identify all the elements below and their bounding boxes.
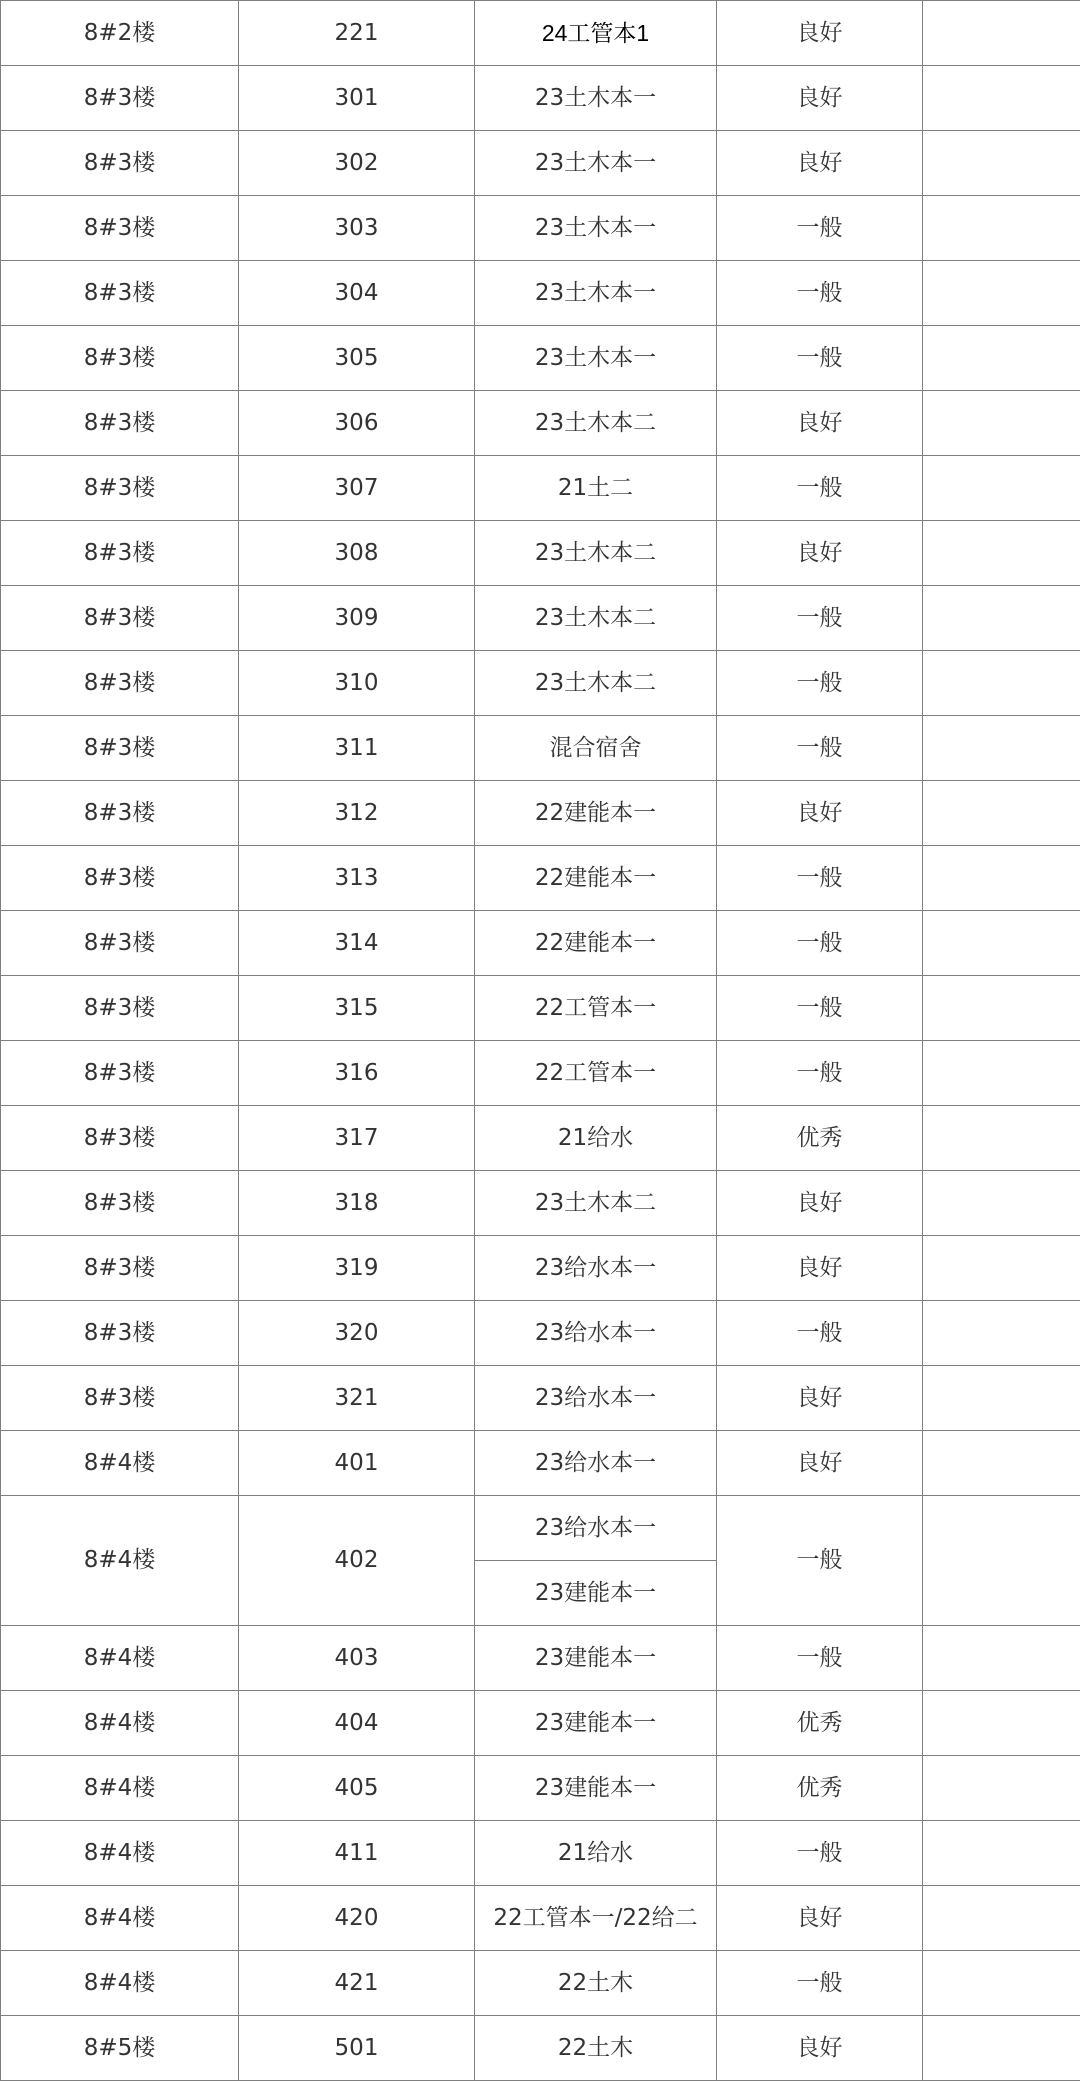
building-cell: 8#4楼 — [1, 1496, 239, 1626]
room-cell: 304 — [239, 261, 475, 326]
class-cell: 23给水本一 — [475, 1366, 717, 1431]
rating-cell: 良好 — [717, 521, 923, 586]
table-row — [1, 1041, 1080, 1106]
rating-cell: 一般 — [717, 911, 923, 976]
rating-cell: 一般 — [717, 196, 923, 261]
class-cell: 23给水本一 — [475, 1496, 717, 1561]
room-cell: 420 — [239, 1886, 475, 1951]
building-cell: 8#3楼 — [1, 521, 239, 586]
table-row — [1, 261, 1080, 326]
building-cell: 8#3楼 — [1, 1366, 239, 1431]
building-cell: 8#3楼 — [1, 131, 239, 196]
rating-cell: 良好 — [717, 1886, 923, 1951]
note-cell — [923, 781, 1080, 846]
table-row — [1, 586, 1080, 651]
building-cell: 8#3楼 — [1, 456, 239, 521]
note-cell — [923, 716, 1080, 781]
table-row — [1, 456, 1080, 521]
building-cell: 8#3楼 — [1, 651, 239, 716]
note-cell — [923, 261, 1080, 326]
note-cell — [923, 1691, 1080, 1756]
rating-cell: 良好 — [717, 1366, 923, 1431]
class-cell: 23土木本一 — [475, 326, 717, 391]
rating-cell: 良好 — [717, 66, 923, 131]
class-cell: 22工管本一 — [475, 1041, 717, 1106]
room-cell: 404 — [239, 1691, 475, 1756]
note-cell — [923, 911, 1080, 976]
rating-cell: 一般 — [717, 586, 923, 651]
class-cell: 22工管本一/22给二 — [475, 1886, 717, 1951]
room-cell: 421 — [239, 1951, 475, 2016]
table-row — [1, 196, 1080, 261]
rating-cell: 一般 — [717, 456, 923, 521]
note-cell — [923, 651, 1080, 716]
rating-cell: 良好 — [717, 1431, 923, 1496]
class-cell: 23建能本一 — [475, 1756, 717, 1821]
table-row — [1, 1821, 1080, 1886]
rating-cell: 良好 — [717, 1236, 923, 1301]
table-row — [1, 1171, 1080, 1236]
note-cell — [923, 196, 1080, 261]
rating-cell: 一般 — [717, 1496, 923, 1626]
building-cell: 8#3楼 — [1, 196, 239, 261]
table-row — [1, 131, 1080, 196]
room-cell: 221 — [239, 1, 475, 66]
room-cell: 401 — [239, 1431, 475, 1496]
note-cell — [923, 1756, 1080, 1821]
note-cell — [923, 1626, 1080, 1691]
room-cell: 320 — [239, 1301, 475, 1366]
room-cell: 316 — [239, 1041, 475, 1106]
class-cell: 21土二 — [475, 456, 717, 521]
room-cell: 411 — [239, 1821, 475, 1886]
note-cell — [923, 1301, 1080, 1366]
rating-cell: 一般 — [717, 1041, 923, 1106]
building-cell: 8#4楼 — [1, 1756, 239, 1821]
building-cell: 8#3楼 — [1, 326, 239, 391]
building-cell: 8#4楼 — [1, 1886, 239, 1951]
class-cell: 22建能本一 — [475, 781, 717, 846]
note-cell — [923, 1236, 1080, 1301]
building-cell: 8#4楼 — [1, 1691, 239, 1756]
class-cell: 23给水本一 — [475, 1431, 717, 1496]
rating-cell: 良好 — [717, 131, 923, 196]
note-cell — [923, 131, 1080, 196]
table-row — [1, 1496, 1080, 1561]
table-row — [1, 1951, 1080, 2016]
building-cell: 8#3楼 — [1, 846, 239, 911]
note-cell — [923, 976, 1080, 1041]
room-cell: 314 — [239, 911, 475, 976]
building-cell: 8#4楼 — [1, 1951, 239, 2016]
room-cell: 321 — [239, 1366, 475, 1431]
rating-cell: 良好 — [717, 2016, 923, 2081]
class-cell: 23土木本二 — [475, 391, 717, 456]
note-cell — [923, 1951, 1080, 2016]
room-cell: 302 — [239, 131, 475, 196]
note-cell — [923, 1106, 1080, 1171]
note-cell — [923, 1366, 1080, 1431]
class-cell: 23土木本二 — [475, 586, 717, 651]
room-cell: 319 — [239, 1236, 475, 1301]
room-cell: 317 — [239, 1106, 475, 1171]
room-cell: 318 — [239, 1171, 475, 1236]
note-cell — [923, 846, 1080, 911]
room-cell: 402 — [239, 1496, 475, 1626]
class-cell: 22土木 — [475, 2016, 717, 2081]
rating-cell: 一般 — [717, 651, 923, 716]
table-row — [1, 1756, 1080, 1821]
table-row — [1, 716, 1080, 781]
rating-cell: 一般 — [717, 1821, 923, 1886]
rating-cell: 良好 — [717, 1, 923, 66]
rating-cell: 一般 — [717, 326, 923, 391]
note-cell — [923, 521, 1080, 586]
building-cell: 8#3楼 — [1, 716, 239, 781]
class-cell: 23土木本一 — [475, 131, 717, 196]
class-cell: 21给水 — [475, 1106, 717, 1171]
rating-cell: 良好 — [717, 781, 923, 846]
room-cell: 313 — [239, 846, 475, 911]
room-cell: 403 — [239, 1626, 475, 1691]
class-cell: 23土木本一 — [475, 261, 717, 326]
room-cell: 309 — [239, 586, 475, 651]
class-cell: 23土木本二 — [475, 651, 717, 716]
building-cell: 8#4楼 — [1, 1431, 239, 1496]
table-row — [1, 66, 1080, 131]
building-cell: 8#3楼 — [1, 586, 239, 651]
class-cell: 21给水 — [475, 1821, 717, 1886]
building-cell: 8#3楼 — [1, 781, 239, 846]
table-row — [1, 1366, 1080, 1431]
building-cell: 8#4楼 — [1, 1821, 239, 1886]
room-cell: 305 — [239, 326, 475, 391]
room-cell: 311 — [239, 716, 475, 781]
building-cell: 8#3楼 — [1, 1171, 239, 1236]
building-cell: 8#3楼 — [1, 261, 239, 326]
note-cell — [923, 1041, 1080, 1106]
rating-cell: 一般 — [717, 1951, 923, 2016]
table-row — [1, 1236, 1080, 1301]
rating-cell: 良好 — [717, 391, 923, 456]
rating-cell: 优秀 — [717, 1691, 923, 1756]
note-cell — [923, 1, 1080, 66]
class-cell: 22土木 — [475, 1951, 717, 2016]
room-cell: 303 — [239, 196, 475, 261]
table-row — [1, 911, 1080, 976]
rating-cell: 良好 — [717, 1171, 923, 1236]
table-row — [1, 1301, 1080, 1366]
rating-cell: 优秀 — [717, 1106, 923, 1171]
building-cell: 8#3楼 — [1, 1041, 239, 1106]
class-cell: 混合宿舍 — [475, 716, 717, 781]
class-cell: 23建能本一 — [475, 1561, 717, 1626]
class-cell: 23建能本一 — [475, 1626, 717, 1691]
rating-cell: 一般 — [717, 1301, 923, 1366]
note-cell — [923, 456, 1080, 521]
note-cell — [923, 586, 1080, 651]
class-cell: 23土木本二 — [475, 1171, 717, 1236]
class-cell: 24工管本1 — [475, 1, 717, 66]
building-cell: 8#3楼 — [1, 1236, 239, 1301]
class-cell: 22建能本一 — [475, 911, 717, 976]
note-cell — [923, 391, 1080, 456]
table-row — [1, 521, 1080, 586]
note-cell — [923, 1821, 1080, 1886]
table-row — [1, 1691, 1080, 1756]
class-cell: 23给水本一 — [475, 1236, 717, 1301]
room-cell: 312 — [239, 781, 475, 846]
class-cell: 23土木本一 — [475, 66, 717, 131]
rating-cell: 一般 — [717, 261, 923, 326]
rating-cell: 一般 — [717, 716, 923, 781]
room-cell: 307 — [239, 456, 475, 521]
table-body — [1, 1, 1080, 2081]
table-row — [1, 1106, 1080, 1171]
building-cell: 8#3楼 — [1, 911, 239, 976]
room-cell: 310 — [239, 651, 475, 716]
table-row — [1, 1, 1080, 66]
table-row — [1, 391, 1080, 456]
table-row — [1, 651, 1080, 716]
table-row — [1, 326, 1080, 391]
note-cell — [923, 2016, 1080, 2081]
building-cell: 8#3楼 — [1, 1106, 239, 1171]
room-cell: 306 — [239, 391, 475, 456]
building-cell: 8#3楼 — [1, 1301, 239, 1366]
building-cell: 8#3楼 — [1, 391, 239, 456]
table-row — [1, 846, 1080, 911]
room-cell: 405 — [239, 1756, 475, 1821]
rating-cell: 一般 — [717, 1626, 923, 1691]
table-row — [1, 1886, 1080, 1951]
building-cell: 8#3楼 — [1, 976, 239, 1041]
note-cell — [923, 66, 1080, 131]
note-cell — [923, 326, 1080, 391]
note-cell — [923, 1171, 1080, 1236]
room-cell: 301 — [239, 66, 475, 131]
room-cell: 501 — [239, 2016, 475, 2081]
room-cell: 315 — [239, 976, 475, 1041]
note-cell — [923, 1886, 1080, 1951]
class-cell: 22建能本一 — [475, 846, 717, 911]
building-cell: 8#4楼 — [1, 1626, 239, 1691]
table-row — [1, 1626, 1080, 1691]
rating-cell: 一般 — [717, 976, 923, 1041]
class-cell: 22工管本一 — [475, 976, 717, 1041]
class-cell: 23土木本一 — [475, 196, 717, 261]
building-cell: 8#2楼 — [1, 1, 239, 66]
rating-cell: 一般 — [717, 846, 923, 911]
class-cell: 23建能本一 — [475, 1691, 717, 1756]
rating-cell: 优秀 — [717, 1756, 923, 1821]
room-cell: 308 — [239, 521, 475, 586]
building-cell: 8#3楼 — [1, 66, 239, 131]
note-cell — [923, 1431, 1080, 1496]
note-cell — [923, 1496, 1080, 1626]
table-row — [1, 781, 1080, 846]
building-cell: 8#5楼 — [1, 2016, 239, 2081]
class-cell: 23给水本一 — [475, 1301, 717, 1366]
class-cell: 23土木本二 — [475, 521, 717, 586]
table-row — [1, 976, 1080, 1041]
table-row — [1, 2016, 1080, 2081]
table-row — [1, 1431, 1080, 1496]
